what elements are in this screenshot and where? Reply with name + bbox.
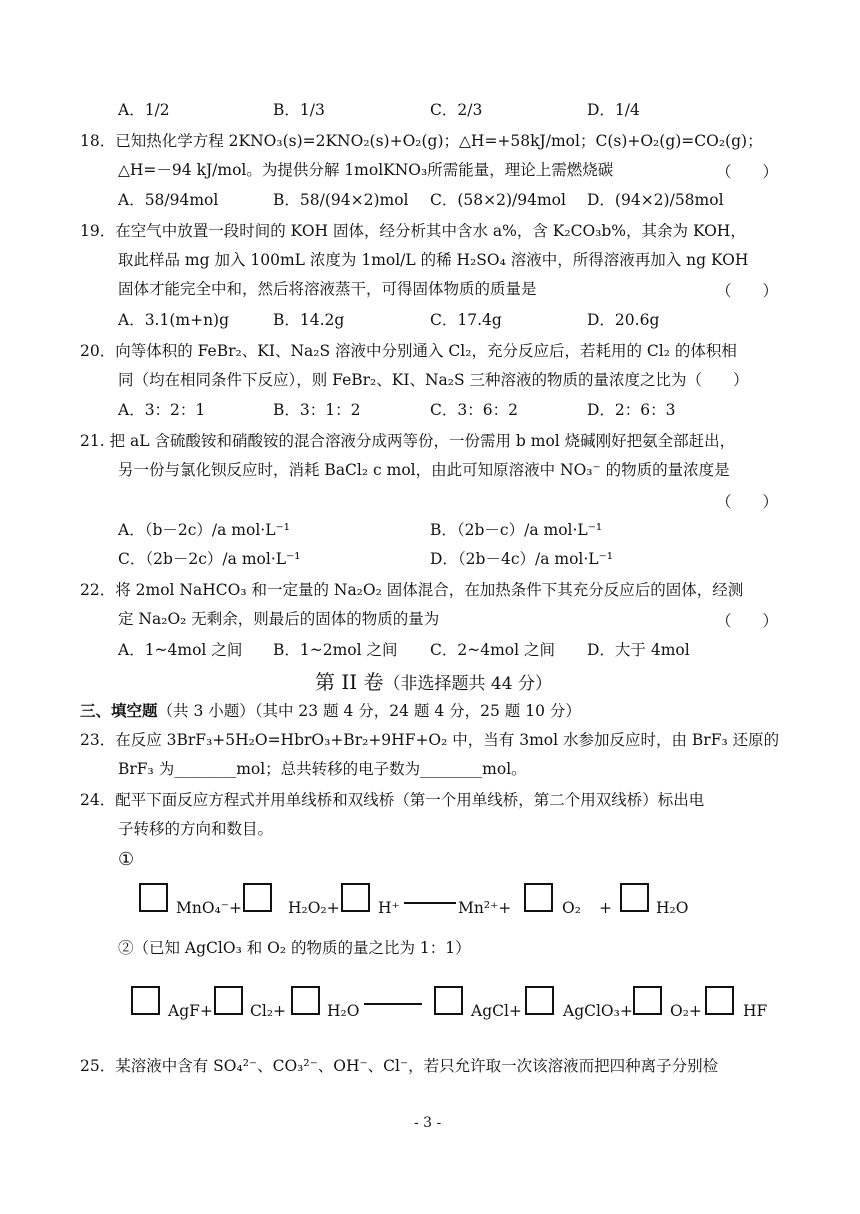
q21-option-b: B．（2b－c）/a mol·L⁻¹ <box>430 521 603 539</box>
section-2-heading <box>315 666 552 695</box>
q20-option-d: D．2：6：3 <box>587 401 676 419</box>
q18-option-c: C．(58×2)/94mol <box>430 191 566 209</box>
q17-option-b: B．1/3 <box>273 101 325 119</box>
q20-line-1: 20．向等体积的 FeBr₂、KI、Na₂S 溶液中分别通入 Cl₂，充分反应后，若耗用的 Cl₂ 的体积相 <box>80 342 737 360</box>
q19-line-1: 19．在空气中放置一段时间的 KOH 固体，经分析其中含水 a%，含 K₂CO₃b%，其余为 KOH， <box>80 222 746 240</box>
q21-option-a: A．（b－2c）/a mol·L⁻¹ <box>118 521 290 539</box>
coefficient-box[interactable] <box>524 883 553 912</box>
coefficient-box[interactable] <box>243 883 272 912</box>
q20-option-c: C．3：6：2 <box>430 401 518 419</box>
page-number: - 3 - <box>414 1115 442 1131</box>
q21-line-1: 21. 把 aL 含硫酸铵和硝酸铵的混合溶液分成两等份，一份需用 b mol 烧碱刚好把氨全部赶出， <box>80 432 736 450</box>
q19-answer-paren: （ ） <box>716 282 779 300</box>
coefficient-box[interactable] <box>525 986 554 1015</box>
eq2-term: Cl₂+ <box>250 1002 287 1020</box>
q17-option-d: D．1/4 <box>587 101 640 119</box>
coefficient-box[interactable] <box>705 986 734 1015</box>
section-2-note: （非选择题共 44 分） <box>383 674 552 694</box>
q18-line-1: 18．已知热化学方程 2KNO₃(s)=2KNO₂(s)+O₂(g)；△H=+58kJ/mol；C(s)+O₂(g)=CO₂(g)； <box>80 132 763 150</box>
q21-line-2: 另一份与氯化钡反应时，消耗 BaCl₂ c mol，由此可知原溶液中 NO₃⁻ 的物质的量浓度是 <box>118 461 730 479</box>
coefficient-box[interactable] <box>633 986 662 1015</box>
q22-option-d: D．大于 4mol <box>587 641 690 659</box>
eq1-term: Mn²⁺+ <box>458 899 512 917</box>
q24-marker-1: ① <box>118 849 135 870</box>
q18-option-d: D．(94×2)/58mol <box>587 191 724 209</box>
coefficient-box[interactable] <box>341 883 370 912</box>
q21-option-d: D．（2b－4c）/a mol·L⁻¹ <box>430 550 613 568</box>
q19-line-2: 取此样品 mg 加入 100mL 浓度为 1mol/L 的稀 H₂SO₄ 溶液中，所得溶液再加入 ng KOH <box>118 251 749 269</box>
q19-line-3: 固体才能完全中和，然后将溶液蒸干，可得固体物质的质量是 <box>118 280 537 298</box>
part-3-head: 三、填空题 <box>80 701 158 720</box>
part-3-heading <box>80 701 581 721</box>
q23-line-2: BrF₃ 为________mol；总共转移的电子数为________mol。 <box>118 760 527 778</box>
eq2-term: AgF+ <box>168 1002 213 1020</box>
q22-answer-paren: （ ） <box>716 612 779 630</box>
q24-line-1: 24．配平下面反应方程式并用单线桥和双线桥（第一个用单线桥，第二个用双线桥）标出电 <box>80 791 705 809</box>
reaction-line <box>364 1003 422 1005</box>
coefficient-box[interactable] <box>131 986 160 1015</box>
eq1-term: MnO₄⁻+ <box>176 899 242 917</box>
q17-option-a: A．1/2 <box>118 101 170 119</box>
eq2-term: AgClO₃+ <box>563 1002 633 1020</box>
q21-option-c: C．（2b－2c）/a mol·L⁻¹ <box>118 550 301 568</box>
coefficient-box[interactable] <box>434 986 463 1015</box>
q20-option-b: B．3：1：2 <box>273 401 361 419</box>
eq1-term: + <box>599 899 612 917</box>
q22-option-b: B．1~2mol 之间 <box>273 641 398 659</box>
part-3-rest: （共 3 小题）（其中 23 题 4 分，24 题 4 分，25 题 10 分） <box>157 702 581 720</box>
q18-line-2: △H=－94 kJ/mol。为提供分解 1molKNO₃所需能量，理论上需燃烧碳 <box>118 161 614 179</box>
coefficient-box[interactable] <box>139 883 168 912</box>
q19-option-a: A．3.1(m+n)g <box>118 311 230 329</box>
q20-option-a: A．3：2：1 <box>118 401 206 419</box>
q19-option-c: C．17.4g <box>430 311 502 329</box>
q22-line-2: 定 Na₂O₂ 无剩余，则最后的固体的物质的量为 <box>118 610 440 628</box>
eq2-term: H₂O <box>327 1002 360 1020</box>
q21-answer-paren: （ ） <box>716 493 779 511</box>
q19-option-d: D．20.6g <box>587 311 660 329</box>
section-2-title: 第 II 卷 <box>315 670 384 694</box>
q24-marker-2: ②（已知 AgClO₃ 和 O₂ 的物质的量之比为 1：1） <box>118 939 471 957</box>
q18-answer-paren: （ ） <box>716 163 779 181</box>
q22-line-1: 22．将 2mol NaHCO₃ 和一定量的 Na₂O₂ 固体混合，在加热条件下其充分反应后的固体，经测 <box>80 581 744 599</box>
eq1-term: O₂ <box>562 899 581 917</box>
q20-line-2: 同（均在相同条件下反应），则 FeBr₂、KI、Na₂S 三种溶液的物质的量浓度之比为（ ） <box>118 371 749 389</box>
q24-line-2: 子转移的方向和数目。 <box>118 820 274 838</box>
q18-option-b: B．58/(94×2)mol <box>273 191 409 209</box>
q18-option-a: A．58/94mol <box>118 191 219 209</box>
coefficient-box[interactable] <box>620 883 649 912</box>
q22-option-c: C．2~4mol 之间 <box>430 641 555 659</box>
eq2-term: O₂+ <box>670 1002 702 1020</box>
q23-line-1: 23．在反应 3BrF₃+5H₂O=HbrO₃+Br₂+9HF+O₂ 中，当有 3mol 水参加反应时，由 BrF₃ 还原的 <box>80 731 780 749</box>
eq1-term: H₂O₂+ <box>288 899 340 917</box>
eq2-term: AgCl+ <box>471 1002 522 1020</box>
eq2-term: HF <box>743 1002 768 1020</box>
coefficient-box[interactable] <box>291 986 320 1015</box>
q22-option-a: A．1~4mol 之间 <box>118 641 243 659</box>
eq1-term: H₂O <box>656 899 689 917</box>
q19-option-b: B．14.2g <box>273 311 345 329</box>
q25-line-1: 25．某溶液中含有 SO₄²⁻、CO₃²⁻、OH⁻、Cl⁻，若只允许取一次该溶液而把四种离子分别检 <box>80 1057 719 1075</box>
coefficient-box[interactable] <box>214 986 243 1015</box>
eq1-term: H⁺ <box>378 899 400 917</box>
reaction-line <box>404 902 456 904</box>
q17-option-c: C．2/3 <box>430 101 483 119</box>
